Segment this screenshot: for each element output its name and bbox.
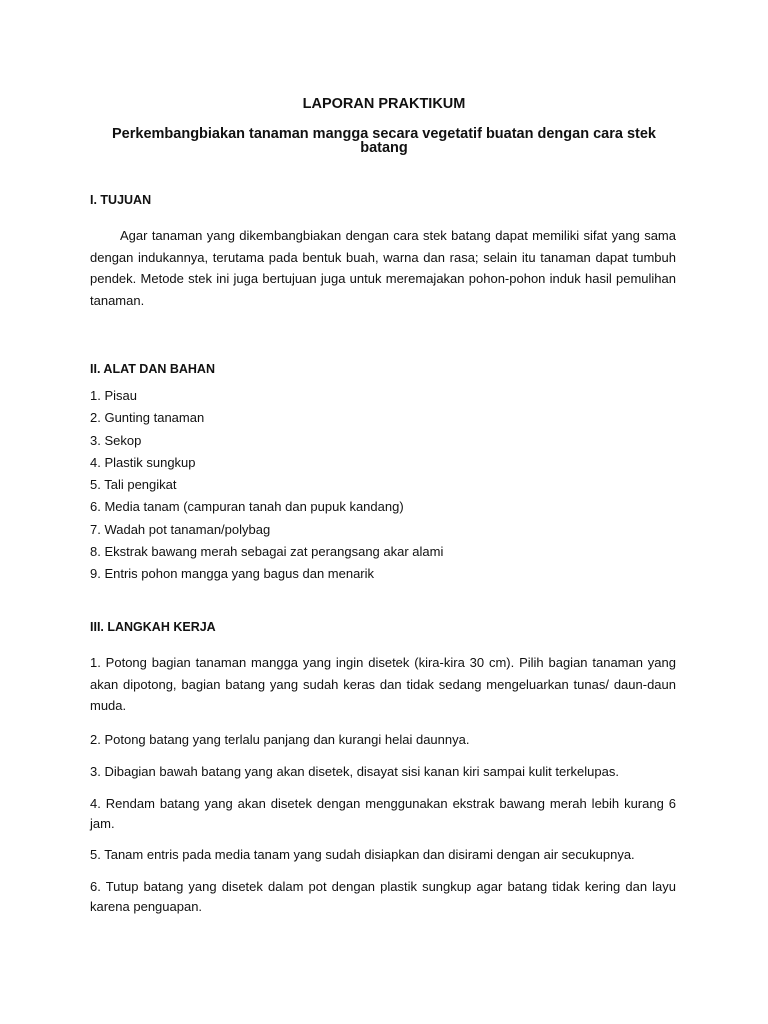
list-item: 9. Entris pohon mangga yang bagus dan menarik xyxy=(90,566,375,582)
step-item: 3. Dibagian bawah batang yang akan disetek, disayat sisi kanan kiri sampai kulit terkelupas. xyxy=(90,764,619,779)
alat-bahan-list xyxy=(90,385,443,586)
step-item: 4. Rendam batang yang akan disetek dengan menggunakan ekstrak bawang merah lebih kurang 6 jam. xyxy=(90,796,676,831)
step-item: 2. Potong batang yang terlalu panjang dan kurangi helai daunnya. xyxy=(90,732,470,747)
list-item: 8. Ekstrak bawang merah sebagai zat perangsang akar alami xyxy=(90,544,444,560)
document-title: LAPORAN PRAKTIKUM xyxy=(302,96,466,112)
list-item: 7. Wadah pot tanaman/polybag xyxy=(90,521,271,537)
section-heading-langkah-kerja: III. LANGKAH KERJA xyxy=(90,620,216,634)
list-item: 5. Tali pengikat xyxy=(90,477,177,493)
list-item: 1. Pisau xyxy=(90,388,137,403)
list-item: 2. Gunting tanaman xyxy=(90,410,205,426)
step-item: 5. Tanam entris pada media tanam yang sudah disiapkan dan disirami dengan air secukupnya. xyxy=(90,847,635,862)
list-item: 6. Media tanam (campuran tanah dan pupuk kandang) xyxy=(90,499,404,515)
document-subtitle: Perkembangbiakan tanaman mangga secara vegetatif buatan dengan cara stek batang xyxy=(112,126,656,156)
tujuan-paragraph: Agar tanaman yang dikembangbiakan dengan cara stek batang dapat memiliki sifat yang sama dengan indukannya, terutama pada bentuk buah, warna dan rasa; selain itu tanaman dapat tumbuh pendek. Metode stek ini juga bertujuan juga untuk meremajakan pohon-pohon induk hasil pemulihan tanaman. xyxy=(90,228,676,309)
step-item: 6. Tutup batang yang disetek dalam pot dengan plastik sungkup agar batang tidak kering dan layu karena penguapan. xyxy=(90,879,676,914)
section-heading-alat-bahan: II. ALAT DAN BAHAN xyxy=(90,362,215,376)
step-item: 1. Potong bagian tanaman mangga yang ingin disetek (kira-kira 30 cm). Pilih bagian tanaman yang akan dipotong, bagian batang yang sudah keras dan tidak sedang mengeluarkan tunas/ daun-daun muda. xyxy=(90,655,676,713)
section-heading-tujuan: I. TUJUAN xyxy=(90,193,152,207)
list-item: 3. Sekop xyxy=(90,432,142,448)
list-item: 4. Plastik sungkup xyxy=(90,454,196,470)
